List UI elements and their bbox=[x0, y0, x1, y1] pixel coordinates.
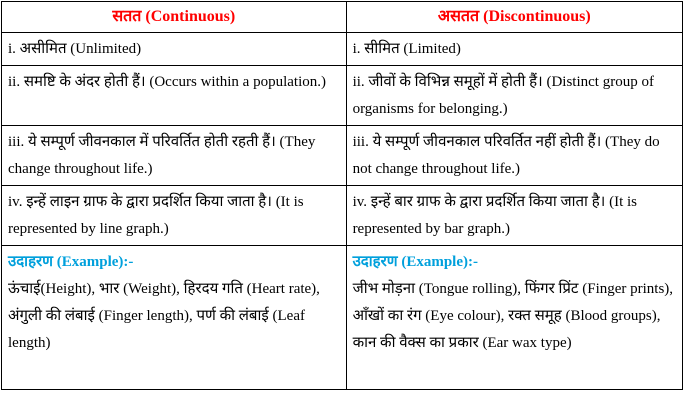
examples-discontinuous-cell bbox=[346, 246, 682, 390]
examples-discontinuous-heading: उदाहरण (Example):- bbox=[352, 254, 478, 270]
examples-continuous-cell bbox=[2, 246, 347, 390]
cell-discontinuous-4: iv. इन्हें बार ग्राफ के द्वारा प्रदर्शित किया जाता है। (It is represented by bar graph.) bbox=[346, 186, 682, 246]
table-row bbox=[2, 33, 683, 66]
examples-continuous-text: ऊंचाई(Height), भार (Weight), हिरदय गति (Heart rate), अंगुली की लंबाई (Finger length), पर्ण की लंबाई (Leaf length) bbox=[8, 281, 320, 351]
cell-continuous-3: iii. ये सम्पूर्ण जीवनकाल में परिवर्तित होती रहती हैं। (They change throughout life.) bbox=[2, 126, 347, 186]
cell-continuous-4: iv. इन्हें लाइन ग्राफ के द्वारा प्रदर्शित किया जाता है। (It is represented by line graph.) bbox=[2, 186, 347, 246]
examples-continuous-heading: उदाहरण (Example):- bbox=[8, 254, 134, 270]
table-row bbox=[2, 66, 683, 126]
cell-discontinuous-1: i. सीमित (Limited) bbox=[346, 33, 682, 66]
table-row bbox=[2, 126, 683, 186]
comparison-table bbox=[1, 1, 683, 390]
cell-continuous-1: i. असीमित (Unlimited) bbox=[2, 33, 347, 66]
cell-continuous-2: ii. समष्टि के अंदर होती हैं। (Occurs within a population.) bbox=[2, 66, 347, 126]
table-row bbox=[2, 186, 683, 246]
header-discontinuous: असतत (Discontinuous) bbox=[346, 2, 682, 33]
examples-row bbox=[2, 246, 683, 390]
header-continuous: सतत (Continuous) bbox=[2, 2, 347, 33]
header-row bbox=[2, 2, 683, 33]
cell-discontinuous-2: ii. जीवों के विभिन्न समूहों में होती हैं। (Distinct group of organisms for belonging.) bbox=[346, 66, 682, 126]
cell-discontinuous-3: iii. ये सम्पूर्ण जीवनकाल परिवर्तित नहीं होती हैं। (They do not change throughout life.) bbox=[346, 126, 682, 186]
examples-discontinuous-text: जीभ मोड़ना (Tongue rolling), फिंगर प्रिंट (Finger prints), आँखों का रंग (Eye colour), रक्त समूह (Blood groups), कान की वैक्स का प्रकार (Ear wax type) bbox=[352, 281, 674, 351]
